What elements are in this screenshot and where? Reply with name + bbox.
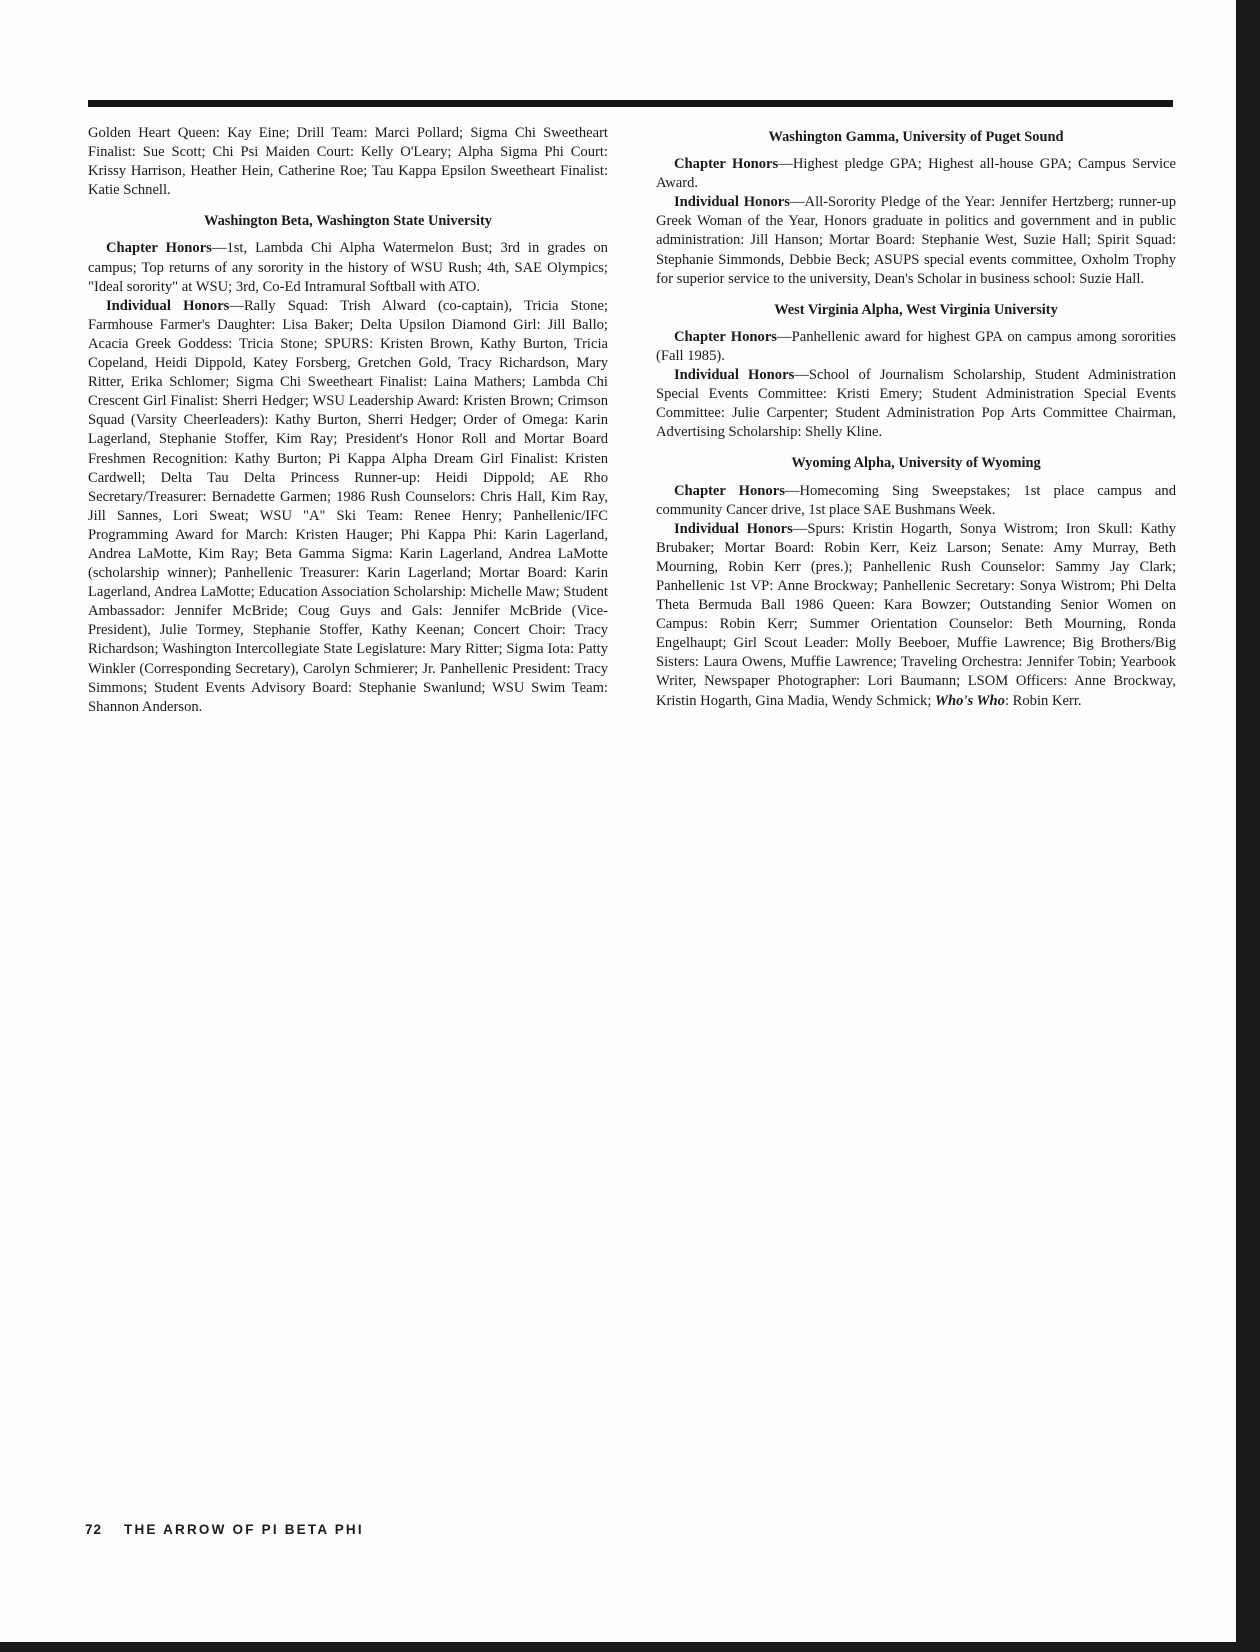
individual-honors-label: Individual Honors: [674, 520, 793, 537]
chapter-honors-text: —Homecoming Sing Sweepstakes; 1st place campus and community Cancer drive, 1st place SAE Bushmans Week.: [656, 482, 1176, 518]
individual-honors-washington-gamma: [656, 193, 1176, 288]
page-footer: [85, 1522, 364, 1537]
chapter-honors-wyoming-alpha: [656, 482, 1176, 520]
section-heading-wyoming-alpha: Wyoming Alpha, University of Wyoming: [791, 455, 1041, 472]
individual-honors-west-virginia-alpha: [656, 366, 1176, 442]
left-column: [88, 124, 608, 717]
individual-honors-text: —Rally Squad: Trish Alward (co-captain), Tricia Stone; Farmhouse Farmer's Daughter: Lisa Baker; Delta Upsilon Diamond Girl: Jill Ballo; Acacia Greek Goddess: Tricia Stone; SPURS: Kristen Brown, Kathy Burton, Tricia Copeland, Heidi Dippold, Katey Forsberg, Gretchen Gold, Tracy Richardson, Mary Ritter, Erika Schlomer; Sigma Chi Sweetheart Finalist: Laina Mathers; Lambda Chi Crescent Girl Finalist: Sherri Hedger; WSU Leadership Award: Kristen Brown; Crimson Squad (Varsity Cheerleaders): Kathy Burton, Sherri Hedger; Order of Omega: Karin Lagerland, Stephanie Stoffer, Kim Ray; President's Honor Roll and Mortar Board Freshmen Recognition: Kathy Burton; Pi Kappa Alpha Dream Girl Finalist: Kristen Cardwell; Delta Tau Delta Princess Runner-up: Heidi Dippold; AE Rho Secretary/Treasurer: Bernadette Garmen; 1986 Rush Counselors: Chris Hall, Kim Ray, Jill Sannes, Lori Sweat; WSU "A" Ski Team: Renee Henry; Panhellenic/IFC Programming Award for March: Kristen Hauger; Phi Kappa Phi: Karin Lagerland, Andrea LaMotte, Kim Ray; Beta Gamma Sigma: Karin Lagerland, Andrea LaMotte (scholarship winner); Panhellenic Treasurer: Karin Lagerland; Mortar Board: Karin Lagerland, Andrea LaMotte; Education Association Scholarship: Michelle Maw; Student Ambassador: Jennifer McBride; Coug Guys and Gals: Jennifer McBride (Vice-President), Julie Tormey, Stephanie Stoffer, Kathy Keenan; Concert Choir: Tracy Richardson; Washington Intercollegiate State Legislature: Mary Ritter; Sigma Iota: Patty Winkler (Corresponding Secretary), Carolyn Schmierer; Jr. Panhellenic President: Tracy Simmons; Student Events Advisory Board: Stephanie Swanlund; WSU Swim Team: Shannon Anderson.: [88, 297, 608, 715]
section-heading-west-virginia-alpha: West Virginia Alpha, West Virginia University: [774, 301, 1058, 318]
chapter-honors-label: Chapter Honors: [674, 328, 777, 345]
individual-honors-label: Individual Honors: [674, 367, 795, 384]
publication-title: THE ARROW OF PI BETA PHI: [124, 1522, 364, 1537]
chapter-honors-label: Chapter Honors: [106, 240, 212, 257]
chapter-honors-washington-gamma: [656, 155, 1176, 193]
chapter-honors-west-virginia-alpha: [656, 328, 1176, 366]
right-column: [656, 128, 1176, 711]
chapter-honors-washington-beta: [88, 239, 608, 296]
whos-who-text: : Robin Kerr.: [1004, 692, 1082, 709]
individual-honors-label: Individual Honors: [106, 297, 230, 314]
whos-who-title: Who's Who: [935, 692, 1005, 709]
chapter-honors-text: —Highest pledge GPA; Highest all-house GPA; Campus Service Award.: [656, 156, 1176, 192]
chapter-honors-label: Chapter Honors: [674, 482, 785, 499]
individual-honors-washington-beta: [88, 297, 608, 717]
individual-honors-text: —Spurs: Kristin Hogarth, Sonya Wistrom; Iron Skull: Kathy Brubaker; Mortar Board: Robin Kerr, Keiz Larson; Senate: Amy Murray, Beth Mourning, Robin Kerr (pres.); Panhellenic Rush Counselor: Sammy Jay Clark; Panhellenic 1st VP: Anne Brockway; Panhellenic Secretary: Sonya Wistrom; Phi Delta Theta Bermuda Ball 1986 Queen: Kara Bowzer; Outstanding Senior Women on Campus: Robin Kerr; Summer Orientation Counselor: Beth Mourning, Ronda Engelhaupt; Girl Scout Leader: Molly Beeboer, Muffie Lawrence; Big Brothers/Big Sisters: Laura Owens, Muffie Lawrence; Traveling Orchestra: Jennifer Tobin; Yearbook Writer, Newspaper Photographer: Lori Baumann; LSOM Officers: Anne Brockway, Kristin Hogarth, Gina Madia, Wendy Schmick;: [656, 520, 1176, 709]
chapter-honors-label: Chapter Honors: [674, 156, 779, 173]
individual-honors-label: Individual Honors: [674, 194, 790, 211]
individual-honors-text: —All-Sorority Pledge of the Year: Jennifer Hertzberg; runner-up Greek Woman of the Year, Honors graduate in politics and government and in public administration: Jill Hanson; Mortar Board: Stephanie West, Suzie Hall; Spirit Squad: Stephanie Simmonds, Debbie Beck; ASUPS special events committee, Oxholm Trophy for superior service to the university, Dean's Scholar in business school: Suzie Hall.: [656, 194, 1176, 287]
intro-paragraph: Golden Heart Queen: Kay Eine; Drill Team: Marci Pollard; Sigma Chi Sweetheart Finalist: Sue Scott; Chi Psi Maiden Court: Kelly O'Leary; Alpha Sigma Phi Court: Krissy Harrison, Heather Hein, Catherine Roe; Tau Kappa Epsilon Sweetheart Finalist: Katie Schnell.: [88, 125, 608, 199]
individual-honors-wyoming-alpha: [656, 520, 1176, 711]
section-heading-washington-beta: Washington Beta, Washington State University: [204, 213, 492, 230]
individual-honors-text: —School of Journalism Scholarship, Student Administration Special Events Committee: Kristi Emery; Student Administration Special Events Committee: Julie Carpenter; Student Administration Pop Arts Committee Chairman, Advertising Scholarship: Shelly Kline.: [656, 367, 1176, 441]
section-heading-washington-gamma: Washington Gamma, University of Puget Sound: [768, 129, 1064, 145]
chapter-honors-text: —Panhellenic award for highest GPA on campus among sororities (Fall 1985).: [656, 328, 1176, 364]
page-number: 72: [85, 1522, 103, 1537]
chapter-honors-text: —1st, Lambda Chi Alpha Watermelon Bust; 3rd in grades on campus; Top returns of any sorority in the history of WSU Rush; 4th, SAE Olympics; "Ideal sorority" at WSU; 3rd, Co-Ed Intramural Softball with ATO.: [88, 240, 608, 295]
top-rule: [88, 100, 1173, 107]
